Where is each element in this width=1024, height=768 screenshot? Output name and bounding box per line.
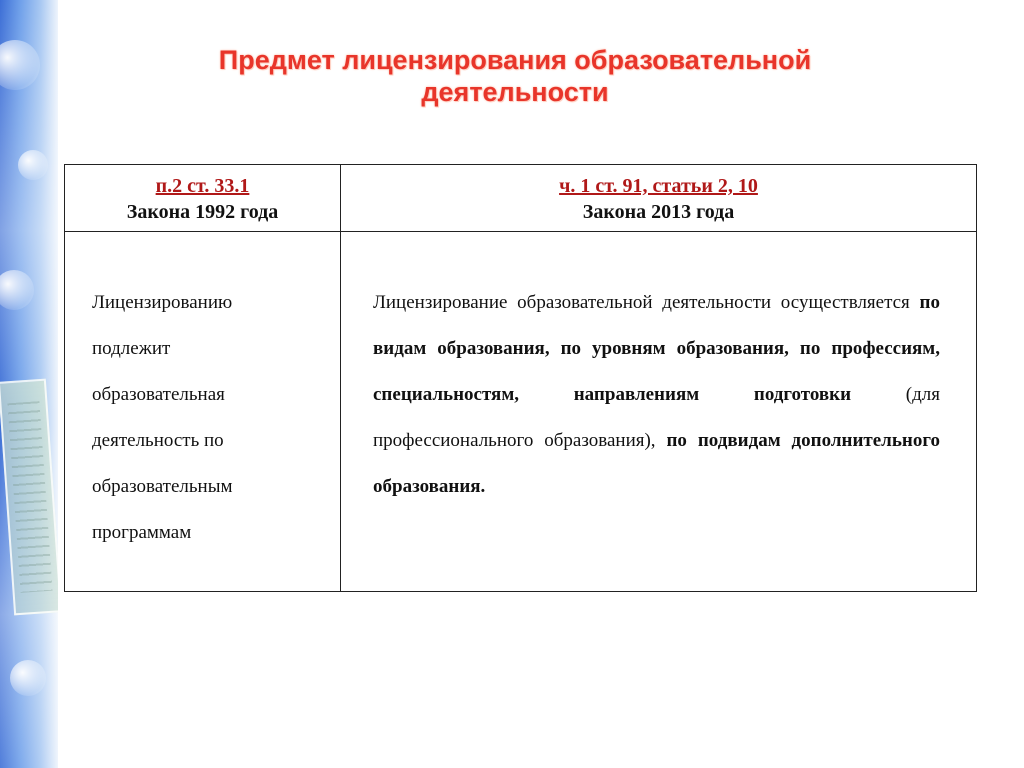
body-cell-2013 xyxy=(341,232,977,592)
comparison-table xyxy=(64,164,977,592)
table-header-row xyxy=(65,165,977,232)
body-line: программам xyxy=(92,522,192,543)
law-name-1992: Закона 1992 года xyxy=(126,201,279,223)
header-cell-1992 xyxy=(65,165,341,232)
body-line: деятельность по xyxy=(92,430,224,451)
slide-title xyxy=(120,44,910,108)
slide-title-line-1: Предмет лицензирования образовательной xyxy=(218,45,812,75)
decorative-side-strip xyxy=(0,0,58,768)
body-text-bold: по подвидам дополнительного образования. xyxy=(373,430,940,497)
slide-title-line-2: деятельности xyxy=(421,77,609,107)
decorative-certificate-image xyxy=(0,379,58,616)
decorative-bubble xyxy=(18,150,48,180)
decorative-bubble xyxy=(0,40,40,90)
table-body-row xyxy=(65,232,977,592)
law-name-2013: Закона 2013 года xyxy=(582,201,735,223)
body-line: образовательная xyxy=(92,384,225,405)
body-line: образовательным xyxy=(92,476,233,497)
decorative-bubble xyxy=(10,660,46,696)
body-cell-1992 xyxy=(65,232,341,592)
body-line: подлежит xyxy=(92,338,171,359)
header-cell-2013 xyxy=(341,165,977,232)
body-text-regular: Лицензирование образовательной деятельности осуществляется xyxy=(373,292,920,313)
body-line: Лицензированию xyxy=(92,292,233,313)
law-reference-link-1992[interactable]: п.2 ст. 33.1 xyxy=(155,175,250,197)
body-text-bold: по видам образования, по уровням образования, по профессиям, специальностям, направлениям подготовки xyxy=(373,292,940,405)
decorative-bubble xyxy=(0,270,34,310)
law-reference-link-2013[interactable]: ч. 1 ст. 91, статьи 2, 10 xyxy=(559,175,758,197)
body-text-regular: (для профессионального образования), xyxy=(373,384,940,451)
